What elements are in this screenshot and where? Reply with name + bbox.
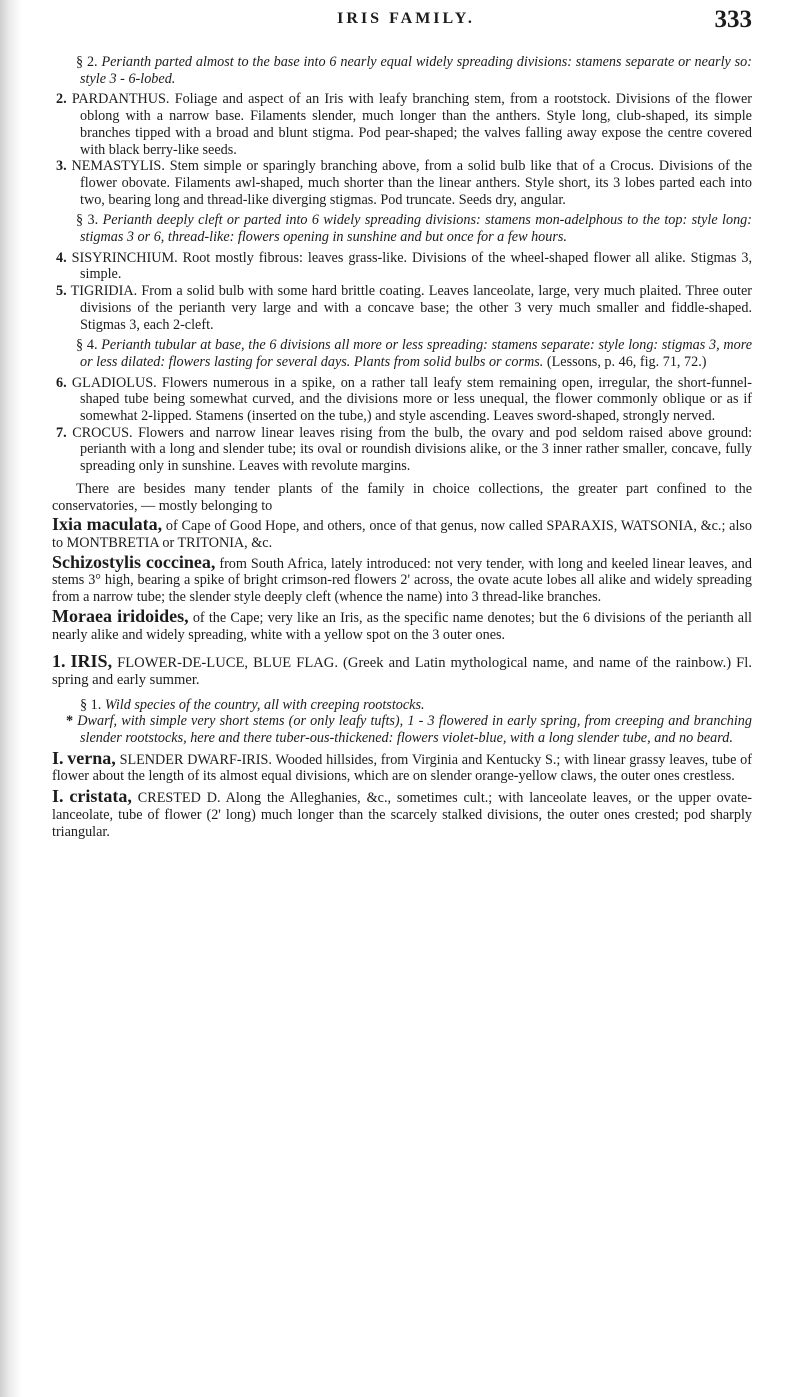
iris-genus-entry xyxy=(52,653,752,688)
section-description: Perianth tubular at base, the 6 divisions all more or less spreading: stamens separate: style long: stigmas 3, more or less dilated: flowers lasting for several days. Plants from solid bulbs or corms. xyxy=(80,337,753,370)
species-entry xyxy=(52,788,752,840)
species-common-name: SLENDER DWARF-IRIS. xyxy=(119,751,272,768)
section-description: Perianth parted almost to the base into 6 nearly equal widely spreading divisions: stamens separate or nearly so: style 3 - 6-lobed. xyxy=(80,54,752,87)
species-number: I. xyxy=(52,786,64,807)
plant-name: Schizostylis coccinea, xyxy=(52,551,216,572)
plant-name: Ixia maculata, xyxy=(52,514,163,535)
section-mark: § 3. xyxy=(76,212,99,229)
page-spine-shadow xyxy=(0,0,22,1397)
species-common-name: CRESTED D. xyxy=(137,790,221,807)
species-name: verna, xyxy=(67,747,116,768)
genus-description: From a solid bulb with some hard brittle coating. Leaves lanceolate, large, very much plaited. Three outer divisions of the perianth very large and with a concave base; the other 3 very much smaller and fiddle-shaped. Stigmas 3, each 2-cleft. xyxy=(80,283,752,333)
genus-description: (Greek and Latin mythological name, and name of the rainbow.) Fl. spring and early summer. xyxy=(52,655,752,688)
section-reference: (Lessons, p. 46, fig. 71, 72.) xyxy=(546,353,707,370)
section-description: Perianth deeply cleft or parted into 6 widely spreading divisions: stamens mon-adelphous to the top: style long: stigmas 3 or 6, thread-like: flowers opening in sunshine and but once for a few hours. xyxy=(80,212,753,246)
species-description: Along the Alleghanies, &c., sometimes cult.; with lanceolate leaves, or the upper ovate-lanceolate, tube of flower (2' long) much longer than the scarcely stalked divisions, the outer ones crested; pod sharply triangular. xyxy=(52,790,753,840)
genus-description: Root mostly fibrous: leaves grass-like. Divisions of the wheel-shaped flower all alike. Stigmas 3, simple. xyxy=(80,249,753,283)
species-entry xyxy=(52,747,753,785)
species-number: I. xyxy=(52,747,64,768)
genus-description: Flowers and narrow linear leaves rising from the bulb, the ovary and pod seldom raised above ground: perianth with a long and slender tube; its oval or roundish divisions alike, or the 3 inner rather smaller, concave, fully spreading only in sunshine. Leaves with revolute margins. xyxy=(80,424,753,475)
genus-name: SISYRINCHIUM. xyxy=(71,249,178,266)
group-description: Dwarf, with simple very short stems (or only leafy tufts), 1 - 3 flowered in early spring, from creeping and branching slender rootstocks, here and there tuber-ous-thickened: flowers violet-blue, with a long slender tube, and no beard. xyxy=(77,713,752,747)
genus-entry xyxy=(52,91,752,158)
section-mark: § 4. xyxy=(76,337,98,354)
section-mark: § 2. xyxy=(76,54,98,70)
intro-paragraph: There are besides many tender plants of the family in choice collections, the greater part confined to the conservatories, — mostly belonging to xyxy=(52,480,752,514)
genus-name: NEMASTYLIS. xyxy=(71,158,165,175)
genus-name: PARDANTHUS. xyxy=(71,91,170,108)
genus-entry xyxy=(52,158,752,208)
genus-number: 1. xyxy=(52,651,66,672)
genus-number: 4. xyxy=(56,249,67,266)
plant-description: of the Cape; very like an Iris, as the specific name denotes; but the 6 divisions of the perianth all nearly alike and widely spreading, white with a yellow spot on the 3 outer ones. xyxy=(52,609,752,643)
genus-number: 5. xyxy=(56,283,67,300)
page-number: 333 xyxy=(714,6,752,33)
genus-name: TIGRIDIA. xyxy=(70,283,138,300)
subsection-heading xyxy=(52,697,752,714)
page-header xyxy=(60,6,752,36)
cultivated-plant-entry xyxy=(52,605,752,643)
species-description: Wooded hillsides, from Virginia and Kentucky S.; with linear grassy leaves, tube of flower about the length of its almost equal divisions, which are on slender orange-yellow claws, the outer ones crestless. xyxy=(52,751,753,785)
page-body xyxy=(52,54,752,840)
common-name: FLOWER-DE-LUCE, BLUE FLAG. xyxy=(117,655,338,672)
group-heading xyxy=(52,713,752,746)
plant-description: of Cape of Good Hope, and others, once of that genus, now called SPARAXIS, WATSONIA, &c.; also to MONTBRETIA or TRITONIA, &c. xyxy=(52,518,753,551)
genus-description: Foliage and aspect of an Iris with leafy branching stem, from a rootstock. Divisions of the flower oblong with a narrow base. Filaments slender, much longer than the anthers. Style long, club-shaped, its simple branches tipped with a broad and blunt stigma. Pod pear-shaped; the valves falling away expose the centre covered with black berry-like seeds. xyxy=(80,91,752,158)
plant-name: Moraea iridoides, xyxy=(52,605,189,626)
genus-description: Stem simple or sparingly branching above, from a solid bulb like that of a Crocus. Divisions of the flower obovate. Filaments awl-shaped, much shorter than the linear anthers. Style short, its 3 lobes parted each into two, bearing long and thread-like diverging stigmas. Pod truncate. Seeds dry, angular. xyxy=(80,158,753,208)
genus-entry xyxy=(52,283,752,333)
plant-description: from South Africa, lately introduced: not very tender, with long and keeled linear leaves, and stems 3° high, bearing a spike of bright crimson-red flowers 2' across, the ovate acute lobes all alike and widely spreading from a narrow tube; the slender style deeply cleft (whence the name) into 3 thread-like branches. xyxy=(52,555,752,606)
cultivated-plant-entry xyxy=(52,551,752,606)
subsection-description: Wild species of the country, all with creeping rootstocks. xyxy=(104,696,425,713)
genus-number: 3. xyxy=(56,158,67,175)
genus-number: 6. xyxy=(56,374,67,391)
genus-name: IRIS, xyxy=(70,651,113,672)
cultivated-plant-entry xyxy=(52,516,752,551)
running-title: IRIS FAMILY. xyxy=(337,10,475,27)
genus-description: Flowers numerous in a spike, on a rather tall leafy stem remaining open, irregular, the short-funnel-shaped tube being somewhat curved, and the divisions more or less unequal, the flower commonly oblique or as if somewhat 2-lipped. Stamens (inserted on the tube,) and style ascending. Leaves sword-shaped, strongly nerved. xyxy=(80,374,753,425)
genus-entry xyxy=(52,425,752,475)
species-name: cristata, xyxy=(69,786,132,807)
genus-name: CROCUS. xyxy=(72,424,133,441)
group-bullet: * xyxy=(66,713,74,730)
genus-entry xyxy=(52,375,752,425)
section-mark: § 1. xyxy=(80,696,102,713)
genus-name: GLADIOLUS. xyxy=(71,374,157,391)
genus-number: 7. xyxy=(56,424,67,441)
section-heading xyxy=(52,212,752,245)
genus-entry xyxy=(52,250,752,283)
genus-number: 2. xyxy=(56,91,67,108)
section-heading xyxy=(52,54,752,87)
section-heading xyxy=(52,337,752,370)
